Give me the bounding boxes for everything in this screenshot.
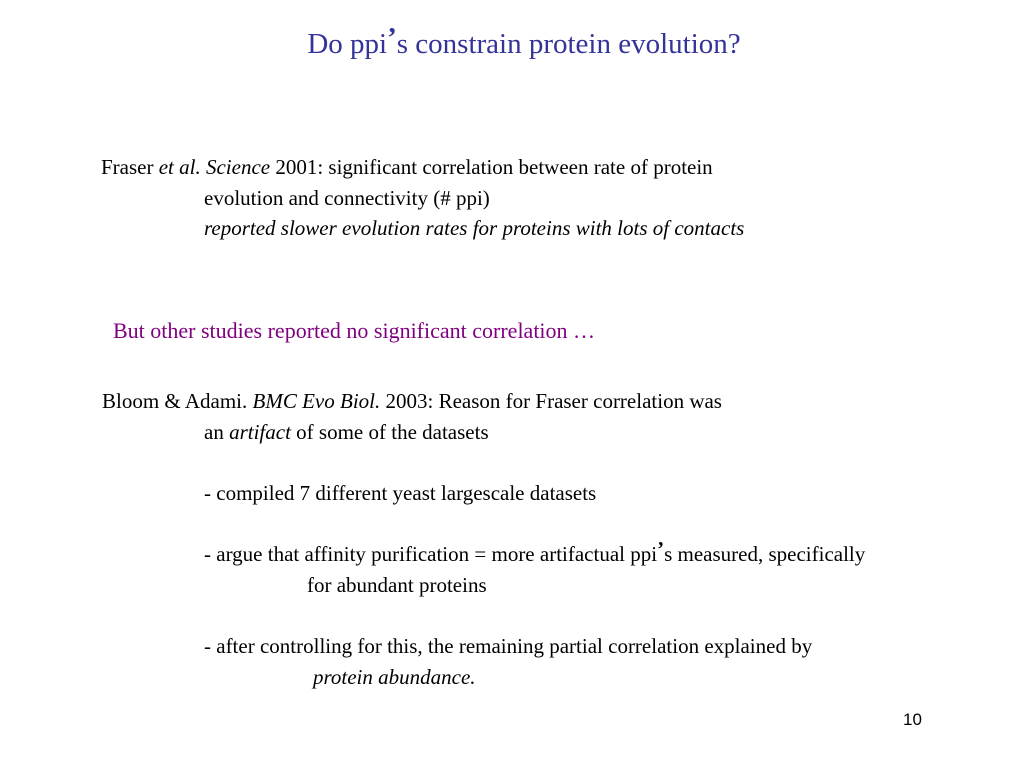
bloom-line-1	[102, 391, 722, 412]
bloom-bullet-1: - compiled 7 different yeast largescale datasets	[204, 481, 597, 505]
fraser-finding: 2001: significant correlation between rate of protein	[270, 155, 713, 179]
other-studies-note: But other studies reported no significant correlation …	[113, 318, 596, 343]
fraser-line-1	[101, 157, 713, 178]
title-part-1: Do ppi	[307, 28, 388, 60]
bloom-bullet-2	[204, 537, 866, 566]
bloom-bullet-2-a: - argue that affinity purification = more artifactual ppi	[204, 542, 658, 566]
bloom-journal: BMC Evo Biol.	[252, 389, 381, 413]
fraser-citation: et al. Science	[158, 155, 271, 179]
fraser-author: Fraser	[101, 155, 159, 179]
title-apostrophe: ’	[387, 22, 397, 54]
fraser-line-2: evolution and connectivity (# ppi)	[204, 186, 490, 210]
slide-title	[0, 22, 1024, 61]
fraser-line-3: reported slower evolution rates for proteins with lots of contacts	[204, 216, 745, 240]
bloom-bullet-2-b: s measured, specifically	[664, 542, 866, 566]
bloom-artifact-word: artifact	[229, 420, 291, 444]
bloom-line-2-c: of some of the datasets	[290, 420, 489, 444]
bloom-bullet-2-line-2: for abundant proteins	[307, 573, 487, 597]
bloom-line-2	[204, 422, 489, 443]
bloom-bullet-3: - after controlling for this, the remaining partial correlation explained by	[204, 634, 813, 658]
bloom-finding: 2003: Reason for Fraser correlation was	[380, 389, 722, 413]
bloom-line-2-a: an	[204, 420, 230, 444]
page-number: 10	[903, 710, 922, 729]
bloom-bullet-3-line-2: protein abundance.	[313, 665, 476, 689]
bloom-bullet-2-apostrophe: ’	[657, 537, 665, 561]
bloom-authors: Bloom & Adami.	[102, 389, 253, 413]
title-part-2: s constrain protein evolution?	[396, 28, 741, 60]
